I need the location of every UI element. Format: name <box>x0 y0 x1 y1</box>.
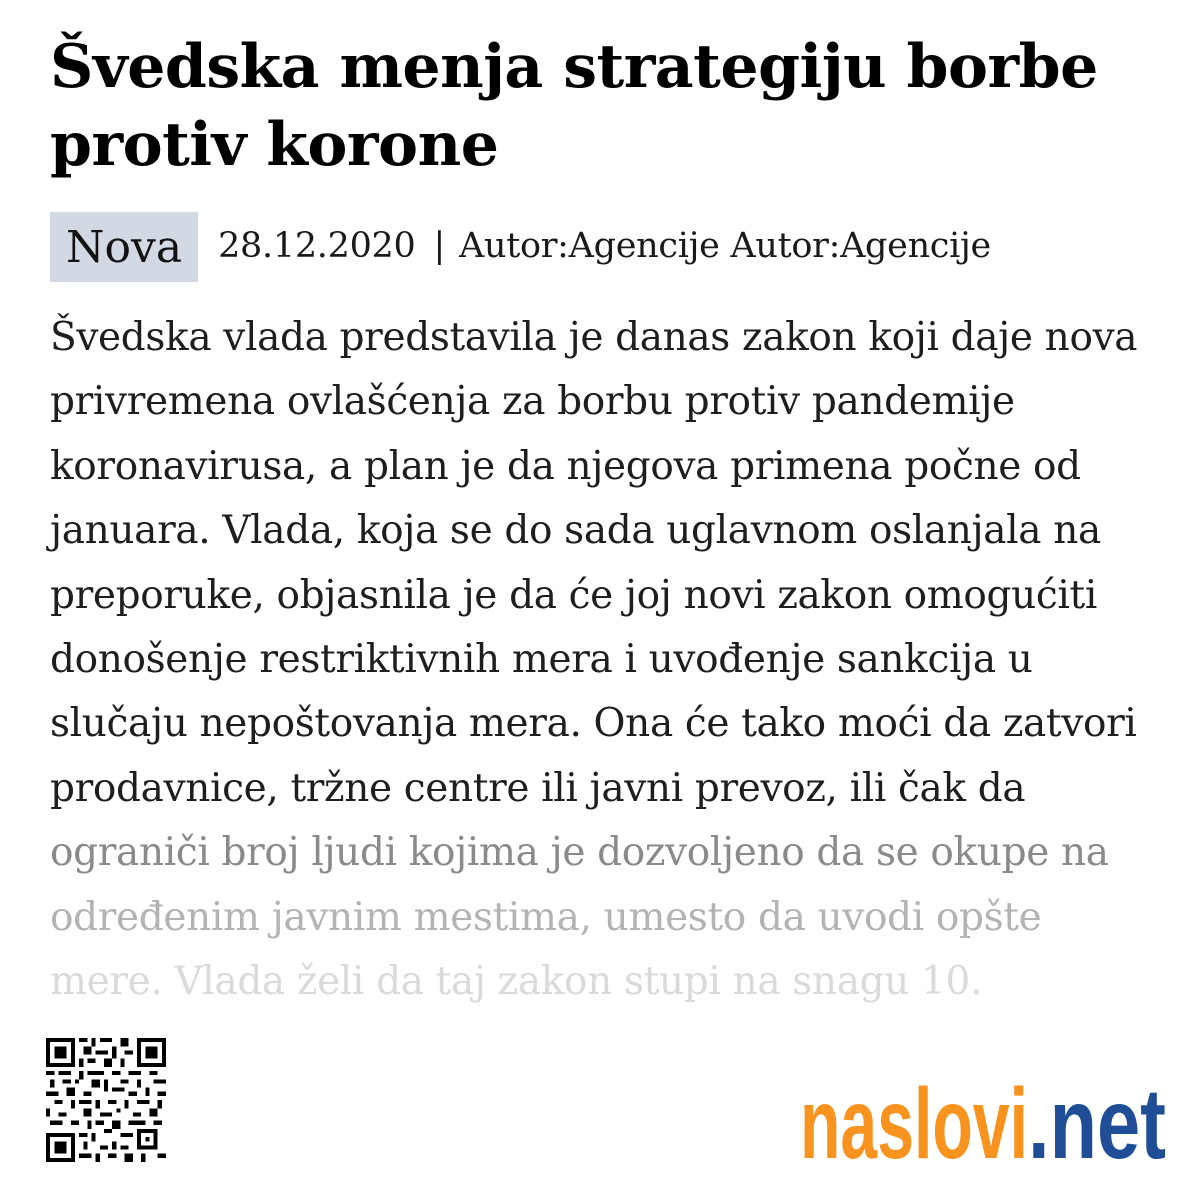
article-date: 28.12.2020 <box>218 226 416 266</box>
body-line-faded: ograniči broj ljudi kojima je dozvoljeno da se okupe na <box>50 830 1109 876</box>
body-line: Švedska vlada predstavila je danas zakon koji daje nova <box>50 315 1138 360</box>
naslovi-logo[interactable] <box>800 1060 1170 1170</box>
body-line-faded: mere. Vlada želi da taj zakon stupi na snagu 10. <box>50 959 982 1005</box>
article-author: Autor:Agencije Autor:Agencije <box>459 226 991 266</box>
article-meta <box>50 212 991 284</box>
body-line: donošenje restriktivnih mera i uvođenje sankcija u <box>50 637 1033 683</box>
article-body <box>50 306 1170 1014</box>
body-line: preporuke, objasnila je da će joj novi zakon omogućiti <box>50 572 1097 618</box>
body-line: slučaju nepoštovanja mera. Ona će tako moći da zatvori <box>50 701 1137 747</box>
qr-code-icon[interactable] <box>46 1038 166 1162</box>
body-line: januara. Vlada, koja se do sada uglavnom oslanjala na <box>50 508 1101 554</box>
body-line: prodavnice, tržne centre ili javni prevoz, ili čak da <box>50 765 1026 811</box>
meta-info <box>218 226 991 266</box>
logo-text-suffix: .net <box>1028 1068 1166 1170</box>
article-title: Švedska menja strategiju borbe protiv korone <box>50 32 1098 180</box>
meta-separator: | <box>433 226 445 266</box>
body-line: koronavirusa, a plan je da njegova primena počne od <box>50 443 1081 489</box>
body-line-faded: određenim javnim mestima, umesto da uvodi opšte <box>50 894 1042 940</box>
body-line: privremena ovlašćenja za borbu protiv pandemije <box>50 379 1015 425</box>
logo-text-main: naslovi <box>800 1068 1028 1170</box>
category-tag[interactable]: Nova <box>50 212 198 282</box>
